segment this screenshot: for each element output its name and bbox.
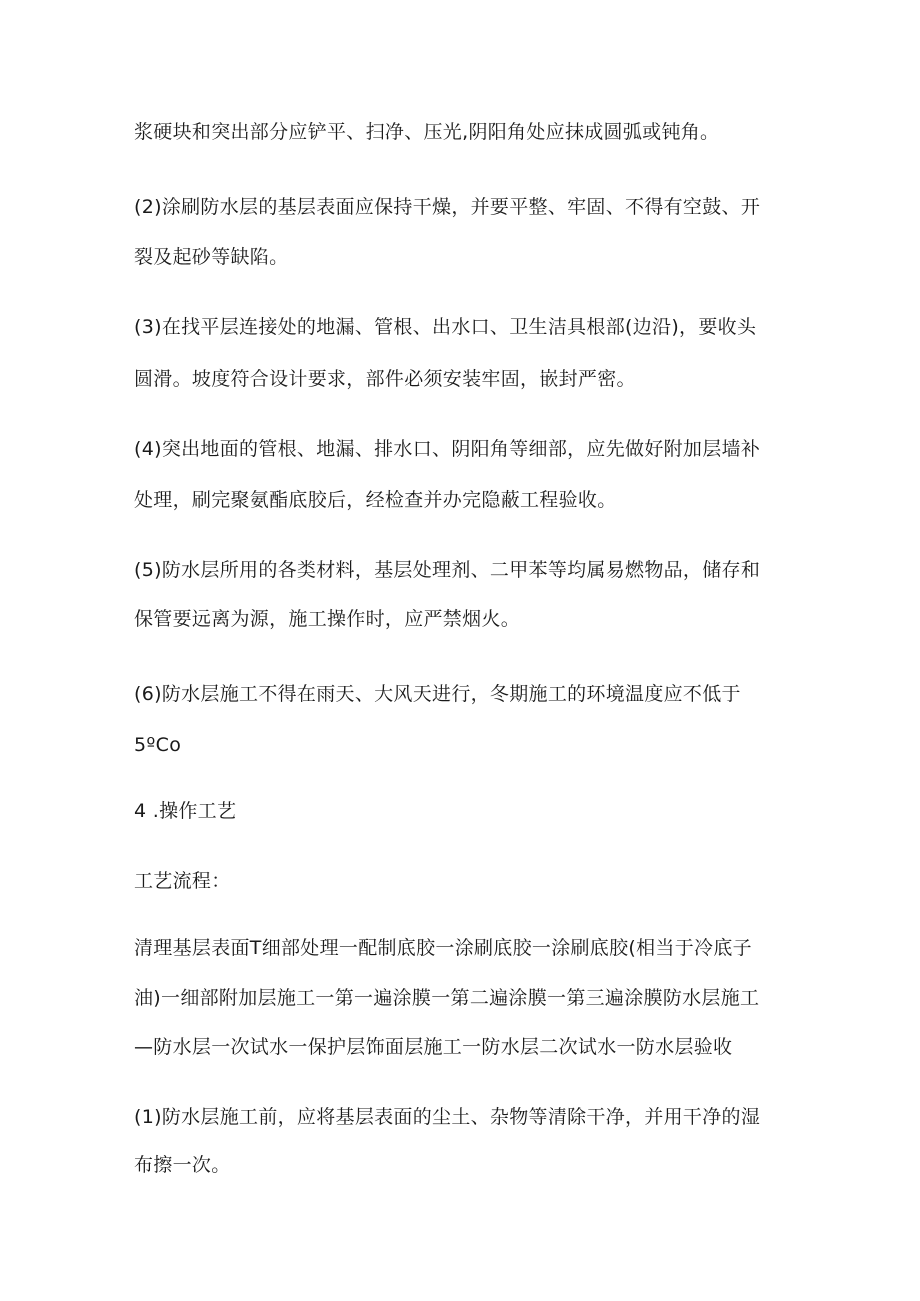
text-line-2: (2)涂刷防水层的基层表面应保持干燥，并要平整、牢固、不得有空鼓、开 <box>134 196 761 218</box>
text-line-7: 处理，刷完聚氨酯底胶后，经检查并办完隐蔽工程验收。 <box>134 489 617 511</box>
text-line-15: 油)一细部附加层施工一第一遍涂膜一第二遍涂膜一第三遍涂膜防水层施工 <box>134 987 760 1009</box>
text-line-14: 清理基层表面T细部处理一配制底胶一涂刷底胶一涂刷底胶(相当于冷底子 <box>134 937 752 959</box>
text-line-3: 裂及起砂等缺陷。 <box>134 246 289 268</box>
process-label: 工艺流程： <box>134 870 231 892</box>
text-line-18: 布擦一次。 <box>134 1154 231 1176</box>
text-line-5: 圆滑。坡度符合设计要求，部件必须安装牢固，嵌封严密。 <box>134 368 636 390</box>
text-line-11: 5ºCo <box>134 734 182 756</box>
text-line-9: 保管要远离为源，施工操作时，应严禁烟火。 <box>134 608 521 630</box>
text-line-17: (1)防水层施工前，应将基层表面的尘土、杂物等清除干净，并用干净的湿 <box>134 1106 761 1128</box>
text-line-10: (6)防水层施工不得在雨天、大风天进行，冬期施工的环境温度应不低于 <box>134 683 741 705</box>
section-heading: 4 .操作工艺 <box>134 800 237 822</box>
text-line-6: (4)突出地面的管根、地漏、排水口、阴阳角等细部，应先做好附加层墙补 <box>134 438 761 460</box>
text-line-16: —防水层一次试水一保护层饰面层施工一防水层二次试水一防水层验收 <box>134 1036 733 1058</box>
text-line-4: (3)在找平层连接处的地漏、管根、出水口、卫生洁具根部(边沿)，要收头 <box>134 316 757 338</box>
text-line-1: 浆硬块和突出部分应铲平、扫净、压光,阴阳角处应抹成圆弧或钝角。 <box>134 121 720 143</box>
text-line-8: (5)防水层所用的各类材料，基层处理剂、二甲苯等均属易燃物品，储存和 <box>134 559 761 581</box>
